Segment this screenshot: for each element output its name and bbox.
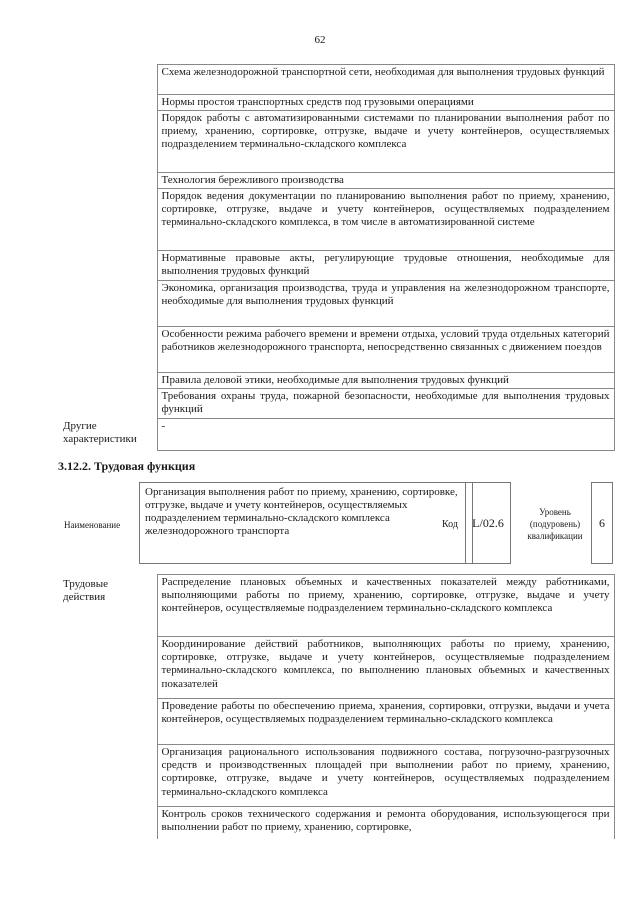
knowledge-item: Правила деловой этики, необходимые для выполнения трудовых функций [157, 373, 614, 389]
page-number: 62 [314, 34, 326, 46]
name-label: Наименование [64, 520, 121, 530]
function-code: L/02.6 [465, 482, 511, 564]
table-row [58, 575, 614, 637]
code-label: Код [442, 519, 458, 530]
labor-action-item: Распределение плановых объемных и качественных показателей между работниками, выполняющими работы по приему, хранению, сортировке, отгрузке, выдаче и учету контейнеров, осуществляемые подразделением терминально-складского комплекса [157, 575, 614, 637]
labor-action-item: Контроль сроков технического содержания и ремонта оборудования, использующегося при выполнении работ по приему, хранению, сортировке, [157, 807, 614, 839]
knowledge-label [58, 65, 157, 419]
other-characteristics-label: Другие характеристики [58, 419, 157, 451]
other-characteristics-value: - [157, 419, 614, 451]
section-heading: 3.12.2. Трудовая функция [58, 459, 196, 473]
qualification-level-label: Уровень (подуровень) квалификации [527, 507, 583, 541]
labor-action-item: Координирование действий работников, выполняющих работы по приему, хранению, сортировке, отгрузке, выдаче и учету контейнеров, осуществляемые подразделением терминально-складского комплекса, по выполнению плановых объемных и качественных показателей [157, 637, 614, 699]
knowledge-item: Нормы простоя транспортных средств под грузовыми операциями [157, 95, 614, 111]
qualification-level-value: 6 [591, 482, 613, 564]
knowledge-item: Экономика, организация производства, труда и управления на железнодорожном транспорте, необходимые для выполнения трудовых функций [157, 281, 614, 327]
knowledge-item: Технология бережливого производства [157, 173, 614, 189]
function-name: Организация выполнения работ по приему, хранению, сортировке, отгрузке, выдаче и учету контейнеров, осуществляемых подразделением терминально-складского комплекса железнодорожного транспорта [139, 482, 473, 564]
labor-action-item: Проведение работы по обеспечению приема, хранения, сортировки, отгрузки, выдачи и учета контейнеров, осуществляемых подразделением терминально-складского комплекса [157, 699, 614, 745]
labor-action-item: Организация рационального использования подвижного состава, погрузочно-разгрузочных средств и производственных площадей при выполнении работ по приему, хранению, сортировке, отгрузке, выдаче и учету контейнеров, осуществляемых подразделением терминально-складского комплекса [157, 745, 614, 807]
knowledge-item: Порядок ведения документации по планированию выполнения работ по приему, хранению, сортировке, отгрузке, выдаче и учету контейнеров, осуществляемых подразделением терминально-складского комплекса, в том числе в автоматизированной системе [157, 189, 614, 251]
table-row [58, 419, 614, 451]
knowledge-item: Требования охраны труда, пожарной безопасности, необходимые для выполнения трудовых функций [157, 389, 614, 419]
table-row [58, 65, 614, 95]
labor-actions-table [58, 574, 615, 839]
knowledge-item: Нормативные правовые акты, регулирующие трудовые отношения, необходимые для выполнения трудовых функций [157, 251, 614, 281]
knowledge-item: Схема железнодорожной транспортной сети, необходимая для выполнения трудовых функций [157, 65, 614, 95]
required-knowledge-table [58, 64, 615, 451]
knowledge-item: Порядок работы с автоматизированными системами по планировании выполнения работ по приему, хранению, сортировке, отгрузке, выдаче и учету контейнеров, осуществляемых подразделением терминально-складского комплекса [157, 111, 614, 173]
function-header [58, 482, 614, 566]
labor-actions-label: Трудовые действия [58, 575, 157, 839]
knowledge-item: Особенности режима рабочего времени и времени отдыха, условий труда отдельных категорий работников железнодорожного транспорта, непосредственно связанных с движением поездов [157, 327, 614, 373]
